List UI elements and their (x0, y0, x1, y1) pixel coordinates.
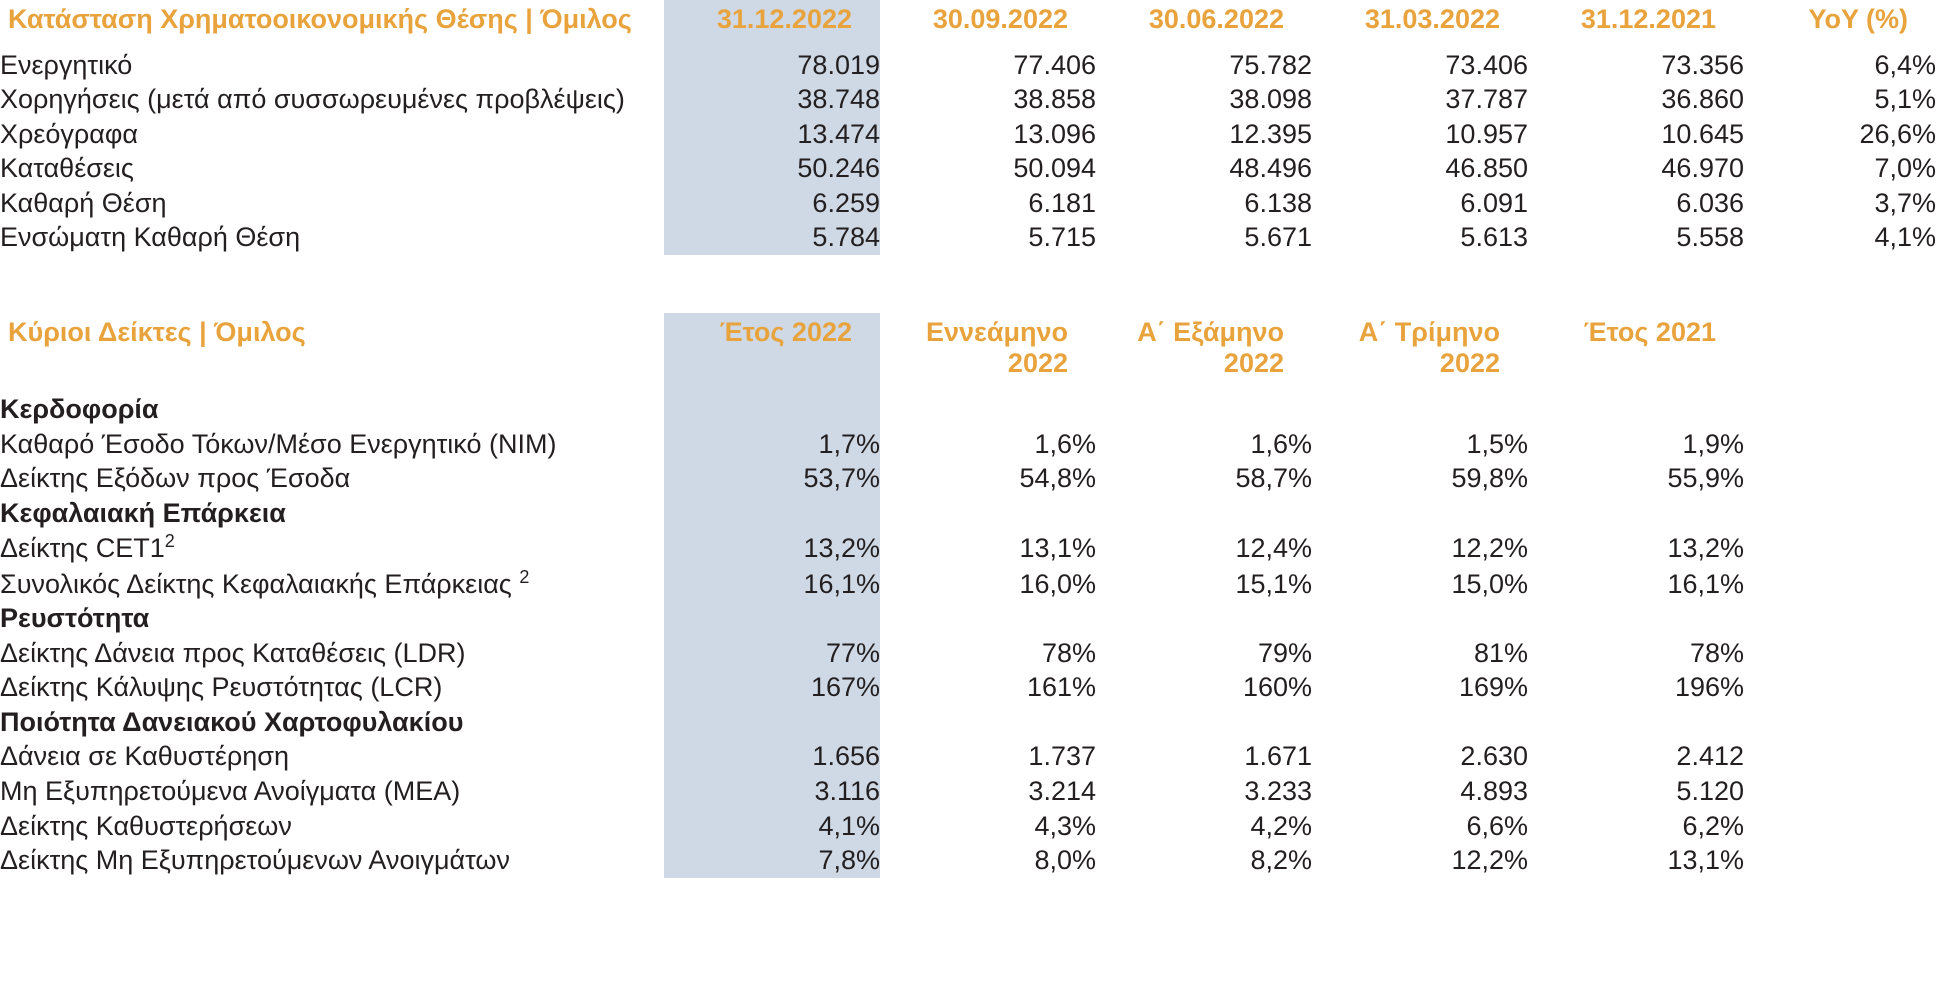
table-row (0, 636, 1936, 671)
row-value: 5.613 (1460, 222, 1528, 253)
section2-col-0: Έτος 2022 (664, 313, 880, 392)
row-value: 16,1% (1667, 568, 1744, 599)
row-value (1744, 566, 1936, 602)
row-value: 37.787 (1445, 84, 1528, 115)
row-value (1528, 705, 1744, 740)
row-value (664, 705, 880, 740)
row-value: 50.094 (1013, 153, 1096, 184)
section1-col-5: YoY (%) (1808, 4, 1908, 34)
row-value: 6.181 (1028, 187, 1096, 218)
row-value (1744, 774, 1936, 809)
row-label: Κερδοφορία (0, 394, 159, 425)
row-value (880, 392, 1096, 427)
table-row (0, 82, 1936, 117)
row-value: 13,1% (1667, 845, 1744, 876)
row-value: 15,0% (1451, 568, 1528, 599)
row-value (1312, 496, 1528, 531)
row-value (1744, 392, 1936, 427)
row-value: 196% (1674, 672, 1744, 703)
row-value: 4,1% (1874, 222, 1936, 253)
row-value (1744, 427, 1936, 462)
row-value (1744, 601, 1936, 636)
row-value: 160% (1242, 672, 1312, 703)
footnote-marker: 2 (519, 566, 530, 587)
section1-col-1: 30.09.2022 (932, 4, 1068, 34)
section2-col-2: Α΄ Εξάμηνο 2022 (1137, 316, 1284, 379)
section2-title: Κύριοι Δείκτες | Όμιλος (8, 316, 306, 347)
row-value: 81% (1473, 637, 1528, 668)
row-value (1744, 530, 1936, 566)
row-value: 46.970 (1661, 153, 1744, 184)
row-value: 12,4% (1235, 533, 1312, 564)
row-value: 1,7% (664, 427, 880, 462)
table-row (0, 151, 1936, 186)
row-value (1528, 392, 1744, 427)
table-row (0, 774, 1936, 809)
row-label: Χρεόγραφα (0, 118, 139, 149)
table-row (0, 496, 1936, 531)
row-value: 77.406 (1013, 49, 1096, 80)
row-value: 78% (1041, 637, 1096, 668)
row-value: 55,9% (1667, 463, 1744, 494)
row-value: 12,2% (1451, 845, 1528, 876)
row-value (1096, 392, 1312, 427)
row-value: 1,9% (1682, 428, 1744, 459)
row-label: Μη Εξυπηρετούμενα Ανοίγματα (ΜΕΑ) (0, 776, 461, 807)
row-value (880, 601, 1096, 636)
row-value (880, 705, 1096, 740)
section1-title: Κατάσταση Χρηματοοικονομικής Θέσης | Όμιλος (8, 4, 632, 34)
row-label-text: Δείκτης CET1 (0, 533, 165, 564)
row-value: 58,7% (1235, 463, 1312, 494)
row-value: 53,7% (664, 461, 880, 496)
row-value: 5.784 (664, 220, 880, 255)
row-value (1312, 392, 1528, 427)
row-value: 77% (664, 636, 880, 671)
row-value: 1,6% (1034, 428, 1096, 459)
row-value: 5.715 (1028, 222, 1096, 253)
row-value: 12,2% (1451, 533, 1528, 564)
row-value: 8,0% (1034, 845, 1096, 876)
row-value (664, 496, 880, 531)
table-row (0, 48, 1936, 83)
row-value (1744, 705, 1936, 740)
row-value: 15,1% (1235, 568, 1312, 599)
row-label: Δείκτης Κάλυψης Ρευστότητας (LCR) (0, 672, 443, 703)
section1-col-4: 31.12.2021 (1580, 4, 1716, 34)
row-value: 16,1% (664, 566, 880, 602)
row-value (1744, 843, 1936, 878)
row-value: 10.645 (1661, 118, 1744, 149)
section-spacer (0, 255, 1936, 313)
row-value (1744, 739, 1936, 774)
table-row (0, 530, 1936, 566)
row-value (1528, 601, 1744, 636)
row-value: 6.138 (1244, 187, 1312, 218)
row-value (1096, 496, 1312, 531)
section1-col-0: 31.12.2022 (664, 0, 880, 48)
row-value (1096, 601, 1312, 636)
table-row (0, 739, 1936, 774)
section2-col-5 (1744, 313, 1936, 392)
row-label: Κεφαλαιακή Επάρκεια (0, 497, 286, 528)
key-indicators-table (0, 313, 1936, 878)
table-row (0, 220, 1936, 255)
row-value: 5.120 (1676, 776, 1744, 807)
row-value: 12.395 (1229, 118, 1312, 149)
row-value (1312, 705, 1528, 740)
row-value: 73.356 (1661, 49, 1744, 80)
row-value (1744, 636, 1936, 671)
row-value: 78.019 (664, 48, 880, 83)
table-row (0, 601, 1936, 636)
row-value: 13.096 (1013, 118, 1096, 149)
row-value: 8,2% (1250, 845, 1312, 876)
row-value: 2.630 (1460, 741, 1528, 772)
row-value: 73.406 (1445, 49, 1528, 80)
row-value (664, 392, 880, 427)
row-value (880, 496, 1096, 531)
table-row (0, 843, 1936, 878)
row-value (1528, 496, 1744, 531)
row-value: 13.474 (664, 117, 880, 152)
row-value: 6,6% (1466, 810, 1528, 841)
row-value: 38.748 (664, 82, 880, 117)
row-value: 4,2% (1250, 810, 1312, 841)
row-value: 13,1% (1019, 533, 1096, 564)
row-value: 6,4% (1874, 49, 1936, 80)
section1-col-3: 31.03.2022 (1364, 4, 1500, 34)
row-value: 7,8% (664, 843, 880, 878)
row-value: 46.850 (1445, 153, 1528, 184)
row-value: 59,8% (1451, 463, 1528, 494)
row-value: 5.671 (1244, 222, 1312, 253)
row-value: 161% (1026, 672, 1096, 703)
row-value: 6.091 (1460, 187, 1528, 218)
row-label: Δάνεια σε Καθυστέρηση (0, 741, 289, 772)
row-label: Ενεργητικό (0, 49, 133, 80)
row-value: 5.558 (1676, 222, 1744, 253)
row-value: 6.259 (664, 186, 880, 221)
row-value: 3,7% (1874, 187, 1936, 218)
row-label: Καθαρό Έσοδο Τόκων/Μέσο Ενεργητικό (NIM) (0, 428, 557, 459)
row-value: 1,6% (1250, 428, 1312, 459)
row-value: 1,5% (1466, 428, 1528, 459)
row-value: 5,1% (1874, 84, 1936, 115)
row-label (0, 530, 664, 566)
row-value: 16,0% (1019, 568, 1096, 599)
row-label: Καταθέσεις (0, 153, 134, 184)
row-value: 167% (664, 670, 880, 705)
table-row (0, 392, 1936, 427)
row-value: 36.860 (1661, 84, 1744, 115)
row-value (1096, 705, 1312, 740)
section2-col-4: Έτος 2021 (1583, 316, 1716, 347)
row-label: Δείκτης Εξόδων προς Έσοδα (0, 463, 351, 494)
section2-col-3: Α΄ Τρίμηνο 2022 (1358, 316, 1500, 379)
row-value: 75.782 (1229, 49, 1312, 80)
table-row (0, 566, 1936, 602)
section2-col-1: Εννεάμηνο 2022 (926, 316, 1068, 379)
financial-position-table (0, 0, 1936, 313)
section2-header-row (0, 313, 1936, 392)
row-value: 1.737 (1028, 741, 1096, 772)
table-row (0, 117, 1936, 152)
row-label: Καθαρή Θέση (0, 187, 167, 218)
row-value: 13,2% (1667, 533, 1744, 564)
row-value (1744, 461, 1936, 496)
row-value: 54,8% (1019, 463, 1096, 494)
row-value: 13,2% (664, 530, 880, 566)
row-value: 10.957 (1445, 118, 1528, 149)
row-value: 4,1% (664, 809, 880, 844)
footnote-marker: 2 (164, 531, 175, 552)
row-value: 169% (1458, 672, 1528, 703)
table-row (0, 427, 1936, 462)
row-value: 38.858 (1013, 84, 1096, 115)
table-row (0, 705, 1936, 740)
table-row (0, 670, 1936, 705)
section1-header-row (0, 0, 1936, 48)
row-value: 3.233 (1244, 776, 1312, 807)
row-value: 78% (1689, 637, 1744, 668)
row-value (1744, 670, 1936, 705)
row-value: 26,6% (1859, 118, 1936, 149)
row-label: Ρευστότητα (0, 603, 150, 634)
row-value: 1.656 (664, 739, 880, 774)
row-value: 50.246 (664, 151, 880, 186)
row-label: Ποιότητα Δανειακού Χαρτοφυλακίου (0, 706, 464, 737)
row-value: 4,3% (1034, 810, 1096, 841)
row-value (1744, 809, 1936, 844)
row-value: 2.412 (1676, 741, 1744, 772)
row-value: 4.893 (1460, 776, 1528, 807)
table-row (0, 186, 1936, 221)
row-value: 48.496 (1229, 153, 1312, 184)
section1-col-2: 30.06.2022 (1148, 4, 1284, 34)
row-value (1744, 496, 1936, 531)
row-value: 3.116 (664, 774, 880, 809)
row-label: Δείκτης Καθυστερήσεων (0, 810, 292, 841)
row-value (1312, 601, 1528, 636)
row-value (664, 601, 880, 636)
table-row (0, 461, 1936, 496)
row-value: 3.214 (1028, 776, 1096, 807)
row-value: 6,2% (1682, 810, 1744, 841)
row-label: Δείκτης Δάνεια προς Καταθέσεις (LDR) (0, 637, 466, 668)
table-row (0, 809, 1936, 844)
row-value: 7,0% (1874, 153, 1936, 184)
row-label: Ενσώματη Καθαρή Θέση (0, 222, 301, 253)
row-label-text: Συνολικός Δείκτης Κεφαλαιακής Επάρκειας (0, 568, 520, 599)
row-value: 38.098 (1229, 84, 1312, 115)
row-value: 1.671 (1244, 741, 1312, 772)
row-label: Δείκτης Μη Εξυπηρετούμενων Ανοιγμάτων (0, 845, 510, 876)
row-value: 79% (1257, 637, 1312, 668)
row-value: 6.036 (1676, 187, 1744, 218)
row-label: Χορηγήσεις (μετά από συσσωρευμένες προβλέψεις) (0, 84, 625, 115)
row-label (0, 566, 664, 602)
